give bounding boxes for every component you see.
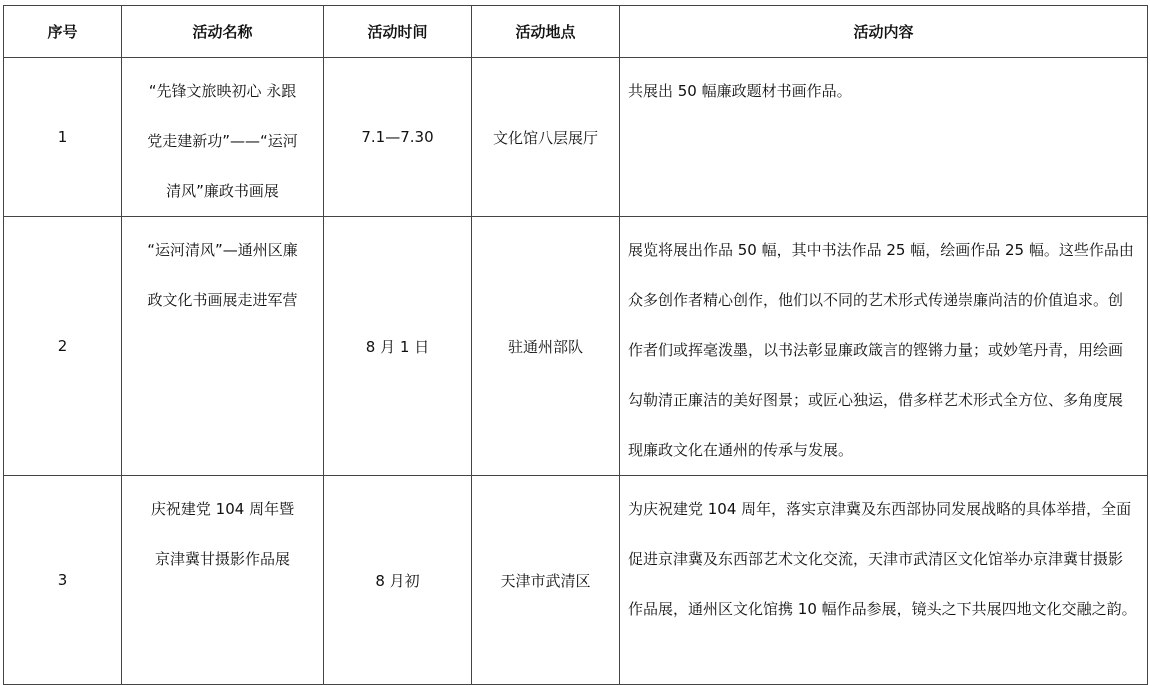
- table-row: [4, 217, 1148, 476]
- activity-name: [122, 217, 324, 476]
- activity-name-line: 清风”廉政书画展: [166, 182, 279, 200]
- activity-name-line: “先锋文旅映初心 永跟: [148, 82, 297, 100]
- activity-table: [3, 5, 1148, 685]
- header-activity-time: 活动时间: [324, 6, 472, 58]
- activity-place: 文化馆八层展厅: [472, 58, 620, 217]
- header-number: 序号: [4, 6, 122, 58]
- table-row: [4, 476, 1148, 685]
- header-row: [4, 6, 1148, 58]
- activity-place: 驻通州部队: [472, 217, 620, 476]
- row-number: 1: [4, 58, 122, 217]
- activity-name-line: 党走建新功”——“运河: [147, 132, 298, 150]
- activity-name: [122, 58, 324, 217]
- header-activity-name: 活动名称: [122, 6, 324, 58]
- activity-name-line: 庆祝建党 104 周年暨: [150, 500, 295, 518]
- activity-content: 为庆祝建党 104 周年，落实京津冀及东西部协同发展战略的具体举措，全面促进京津冀及东西部艺术文化交流，天津市武清区文化馆举办京津冀甘摄影作品展，通州区文化馆携 10 幅作品参展，镜头之下共展四地文化交融之韵。: [620, 476, 1148, 685]
- row-number: 3: [4, 476, 122, 685]
- table-row: [4, 58, 1148, 217]
- activity-place: 天津市武清区: [472, 476, 620, 685]
- row-number: 2: [4, 217, 122, 476]
- activity-name-line: 政文化书画展走进军营: [147, 291, 298, 309]
- activity-time: 7.1—7.30: [324, 58, 472, 217]
- activity-name: [122, 476, 324, 685]
- header-activity-place: 活动地点: [472, 6, 620, 58]
- activity-time: 8 月 1 日: [324, 217, 472, 476]
- activity-content: 共展出 50 幅廉政题材书画作品。: [620, 58, 1148, 217]
- activity-name-line: 京津冀甘摄影作品展: [154, 550, 290, 568]
- header-activity-content: 活动内容: [620, 6, 1148, 58]
- activity-time: 8 月初: [324, 476, 472, 685]
- activity-name-line: “运河清风”—通州区廉: [147, 241, 298, 259]
- activity-content: 展览将展出作品 50 幅，其中书法作品 25 幅，绘画作品 25 幅。这些作品由众多创作者精心创作，他们以不同的艺术形式传递崇廉尚洁的价值追求。创作者们或挥毫泼墨，以书法彰显廉政箴言的铿锵力量；或妙笔丹青，用绘画勾勒清正廉洁的美好图景；或匠心独运，借多样艺术形式全方位、多角度展现廉政文化在通州的传承与发展。: [620, 217, 1148, 476]
